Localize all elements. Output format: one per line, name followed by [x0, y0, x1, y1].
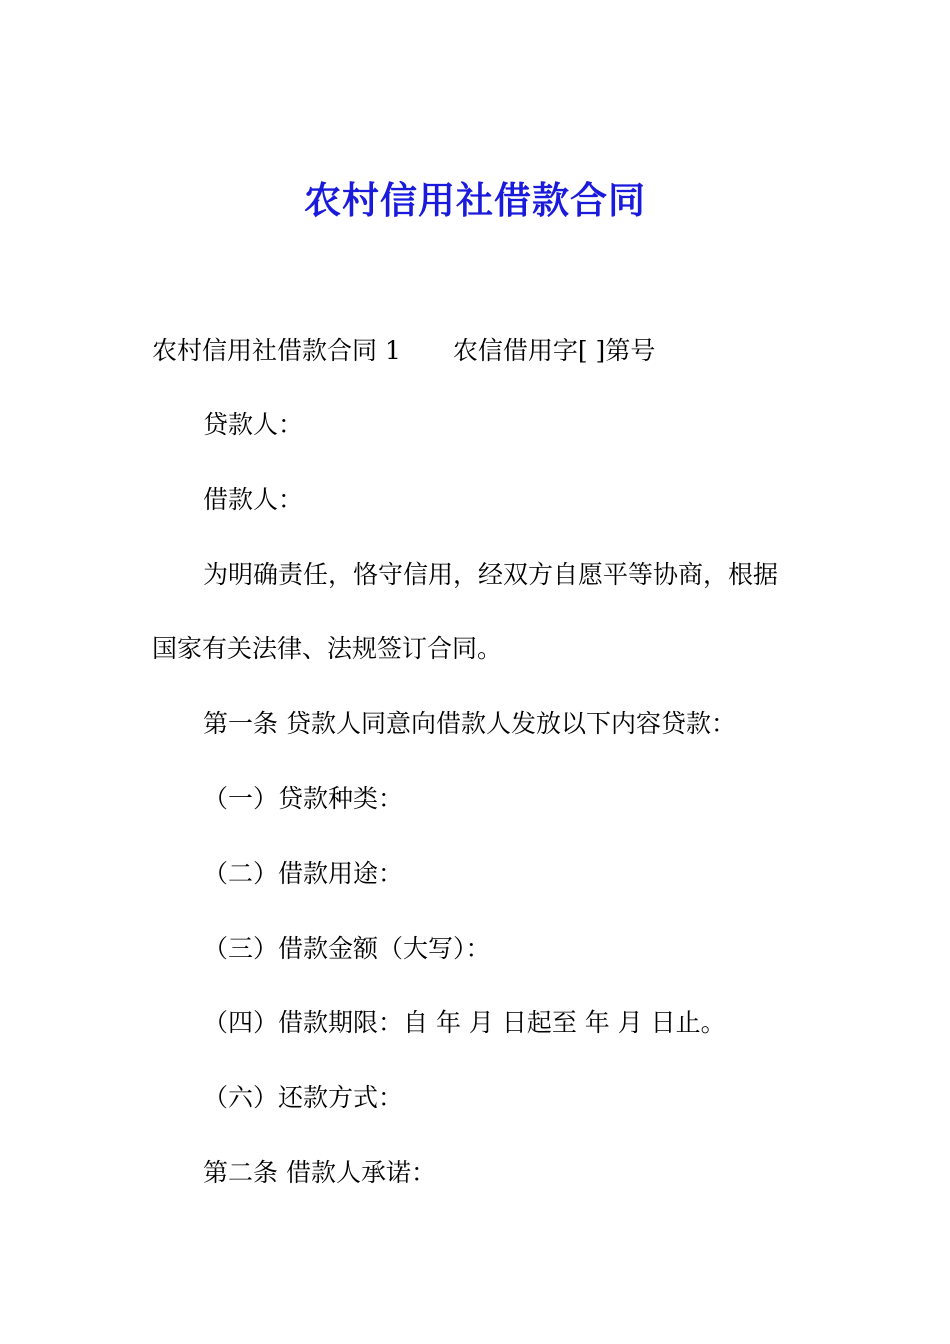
loan-type-line: （一）贷款种类：	[203, 784, 404, 813]
preamble-line-2: 国家有关法律、法规签订合同。	[152, 634, 503, 663]
loan-term-line: （四）借款期限：自 年 月 日起至 年 月 日止。	[203, 1008, 726, 1037]
article-one-heading: 第一条 贷款人同意向借款人发放以下内容贷款：	[203, 709, 736, 738]
borrower-line: 借款人：	[203, 485, 304, 514]
contract-number-text: 农信借用字[ ]第号	[452, 336, 656, 365]
document-title: 农村信用社借款合同	[304, 179, 646, 222]
header-line	[152, 334, 655, 368]
lender-line: 贷款人：	[203, 410, 304, 439]
repayment-method-line: （六）还款方式：	[203, 1083, 404, 1112]
header-left-text: 农村信用社借款合同 1	[152, 336, 401, 365]
article-two-heading: 第二条 借款人承诺：	[203, 1158, 436, 1187]
preamble-line-1: 为明确责任，恪守信用，经双方自愿平等协商，根据	[203, 560, 779, 589]
loan-purpose-line: （二）借款用途：	[203, 859, 404, 888]
loan-amount-line: （三）借款金额（大写）：	[203, 934, 491, 963]
